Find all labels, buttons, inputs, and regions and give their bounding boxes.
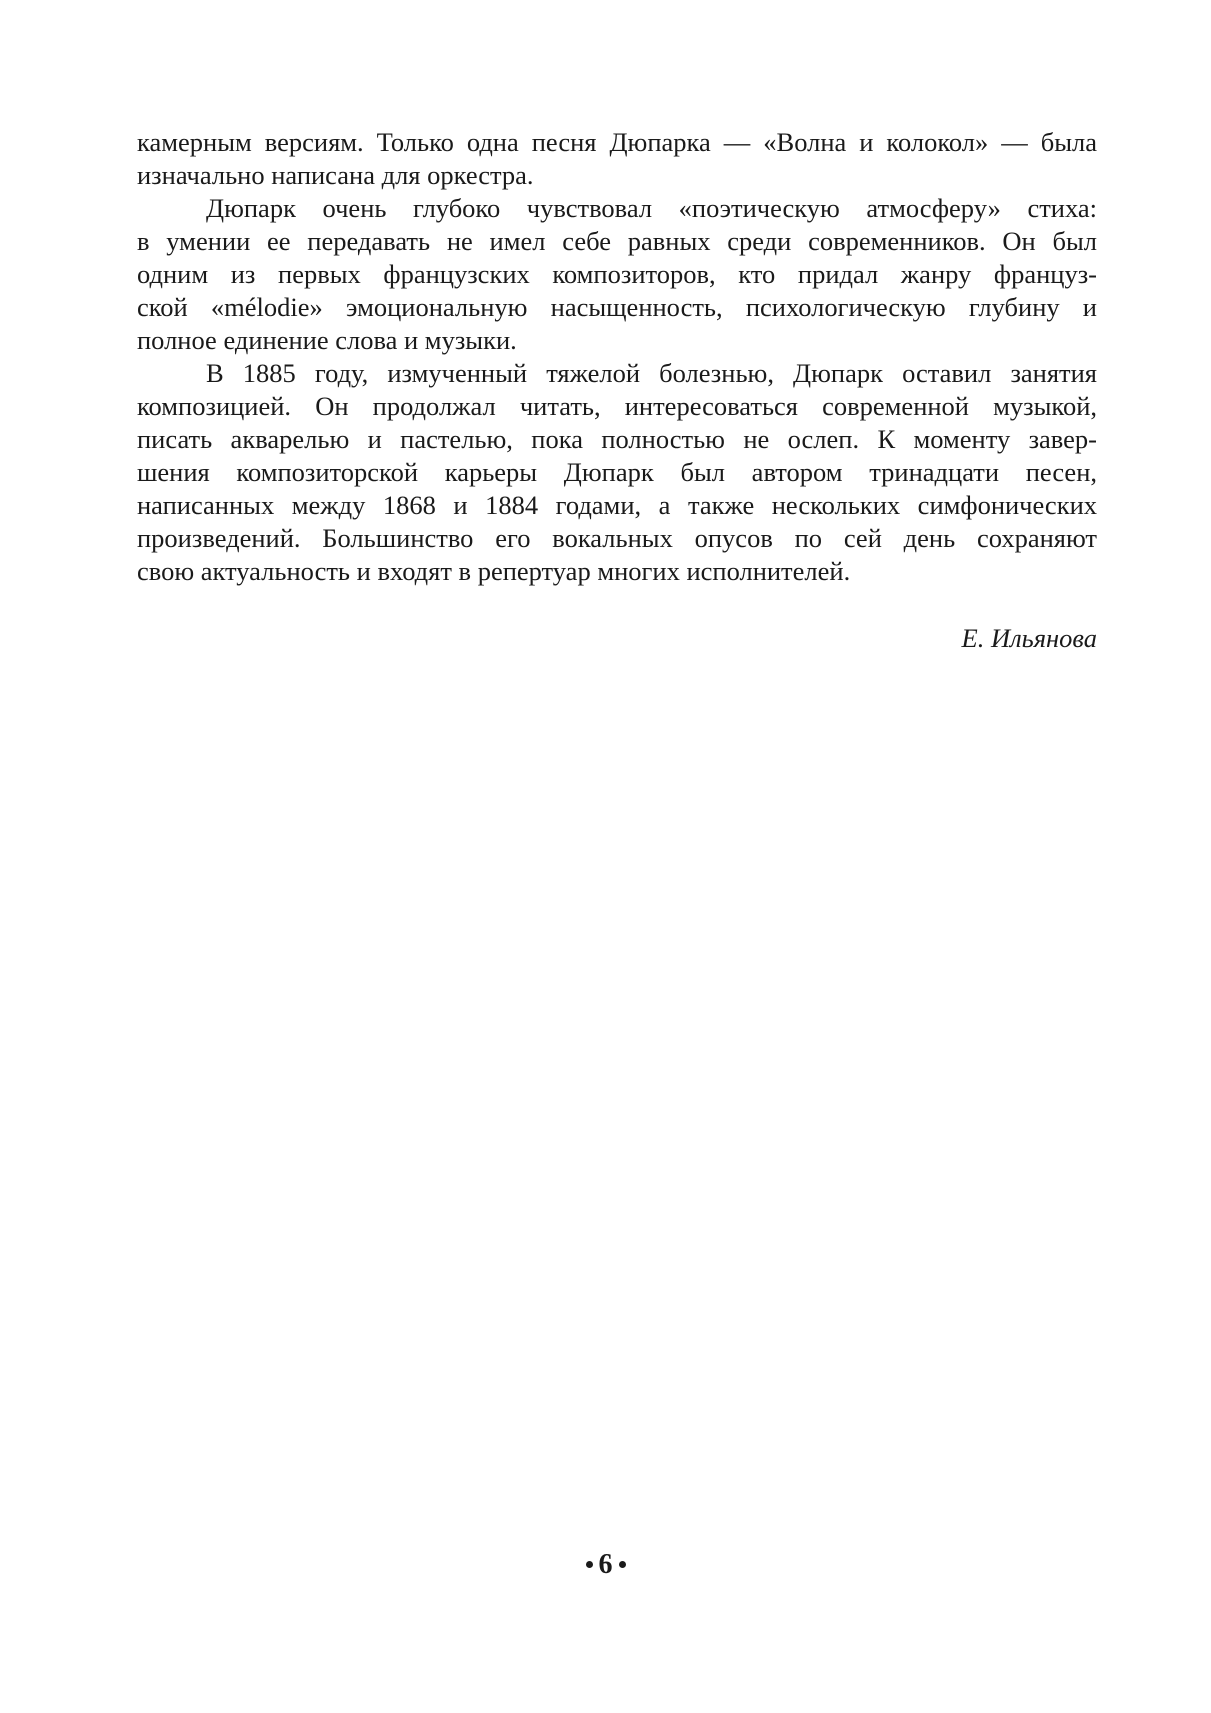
text-line: написанных между 1868 и 1884 годами, а также нескольких симфонических [137, 490, 1097, 520]
text-line: писать акварелью и пастелью, пока полностью не ослеп. К моменту завер- [137, 424, 1097, 454]
author-signature: Е. Ильянова [961, 623, 1097, 653]
text-line: шения композиторской карьеры Дюпарк был автором тринадцати песен, [137, 457, 1097, 487]
paragraph-1 [137, 126, 1097, 192]
text-line: произведений. Большинство его вокальных опусов по сей день сохраняют [137, 523, 1097, 553]
text-line: полное единение слова и музыки. [137, 325, 517, 355]
text-line: композицией. Он продолжал читать, интересоваться современной музыкой, [137, 391, 1097, 421]
text-line: Дюпарк очень глубоко чувствовал «поэтическую атмосферу» стиха: [206, 193, 1097, 223]
text-line: в умении ее передавать не имел себе равных среди современников. Он был [137, 226, 1097, 256]
text-block [137, 126, 1097, 653]
text-line: одним из первых французских композиторов, кто придал жанру француз- [137, 259, 1097, 289]
text-line: свою актуальность и входят в репертуар многих исполнителей. [137, 556, 851, 586]
page-number [0, 1548, 1211, 1582]
paragraph-2 [137, 192, 1097, 357]
text-line: изначально написана для оркестра. [137, 160, 534, 190]
paragraph-3 [137, 357, 1097, 588]
text-line: камерным версиям. Только одна песня Дюпарка — «Волна и колокол» — была [137, 127, 1097, 157]
page-number-value: 6 [598, 1549, 613, 1580]
bullet-icon [619, 1561, 626, 1568]
text-line: В 1885 году, измученный тяжелой болезнью, Дюпарк оставил занятия [206, 358, 1097, 388]
text-line: ской «mélodie» эмоциональную насыщенность, психологическую глубину и [137, 292, 1097, 322]
bullet-icon [586, 1561, 593, 1568]
